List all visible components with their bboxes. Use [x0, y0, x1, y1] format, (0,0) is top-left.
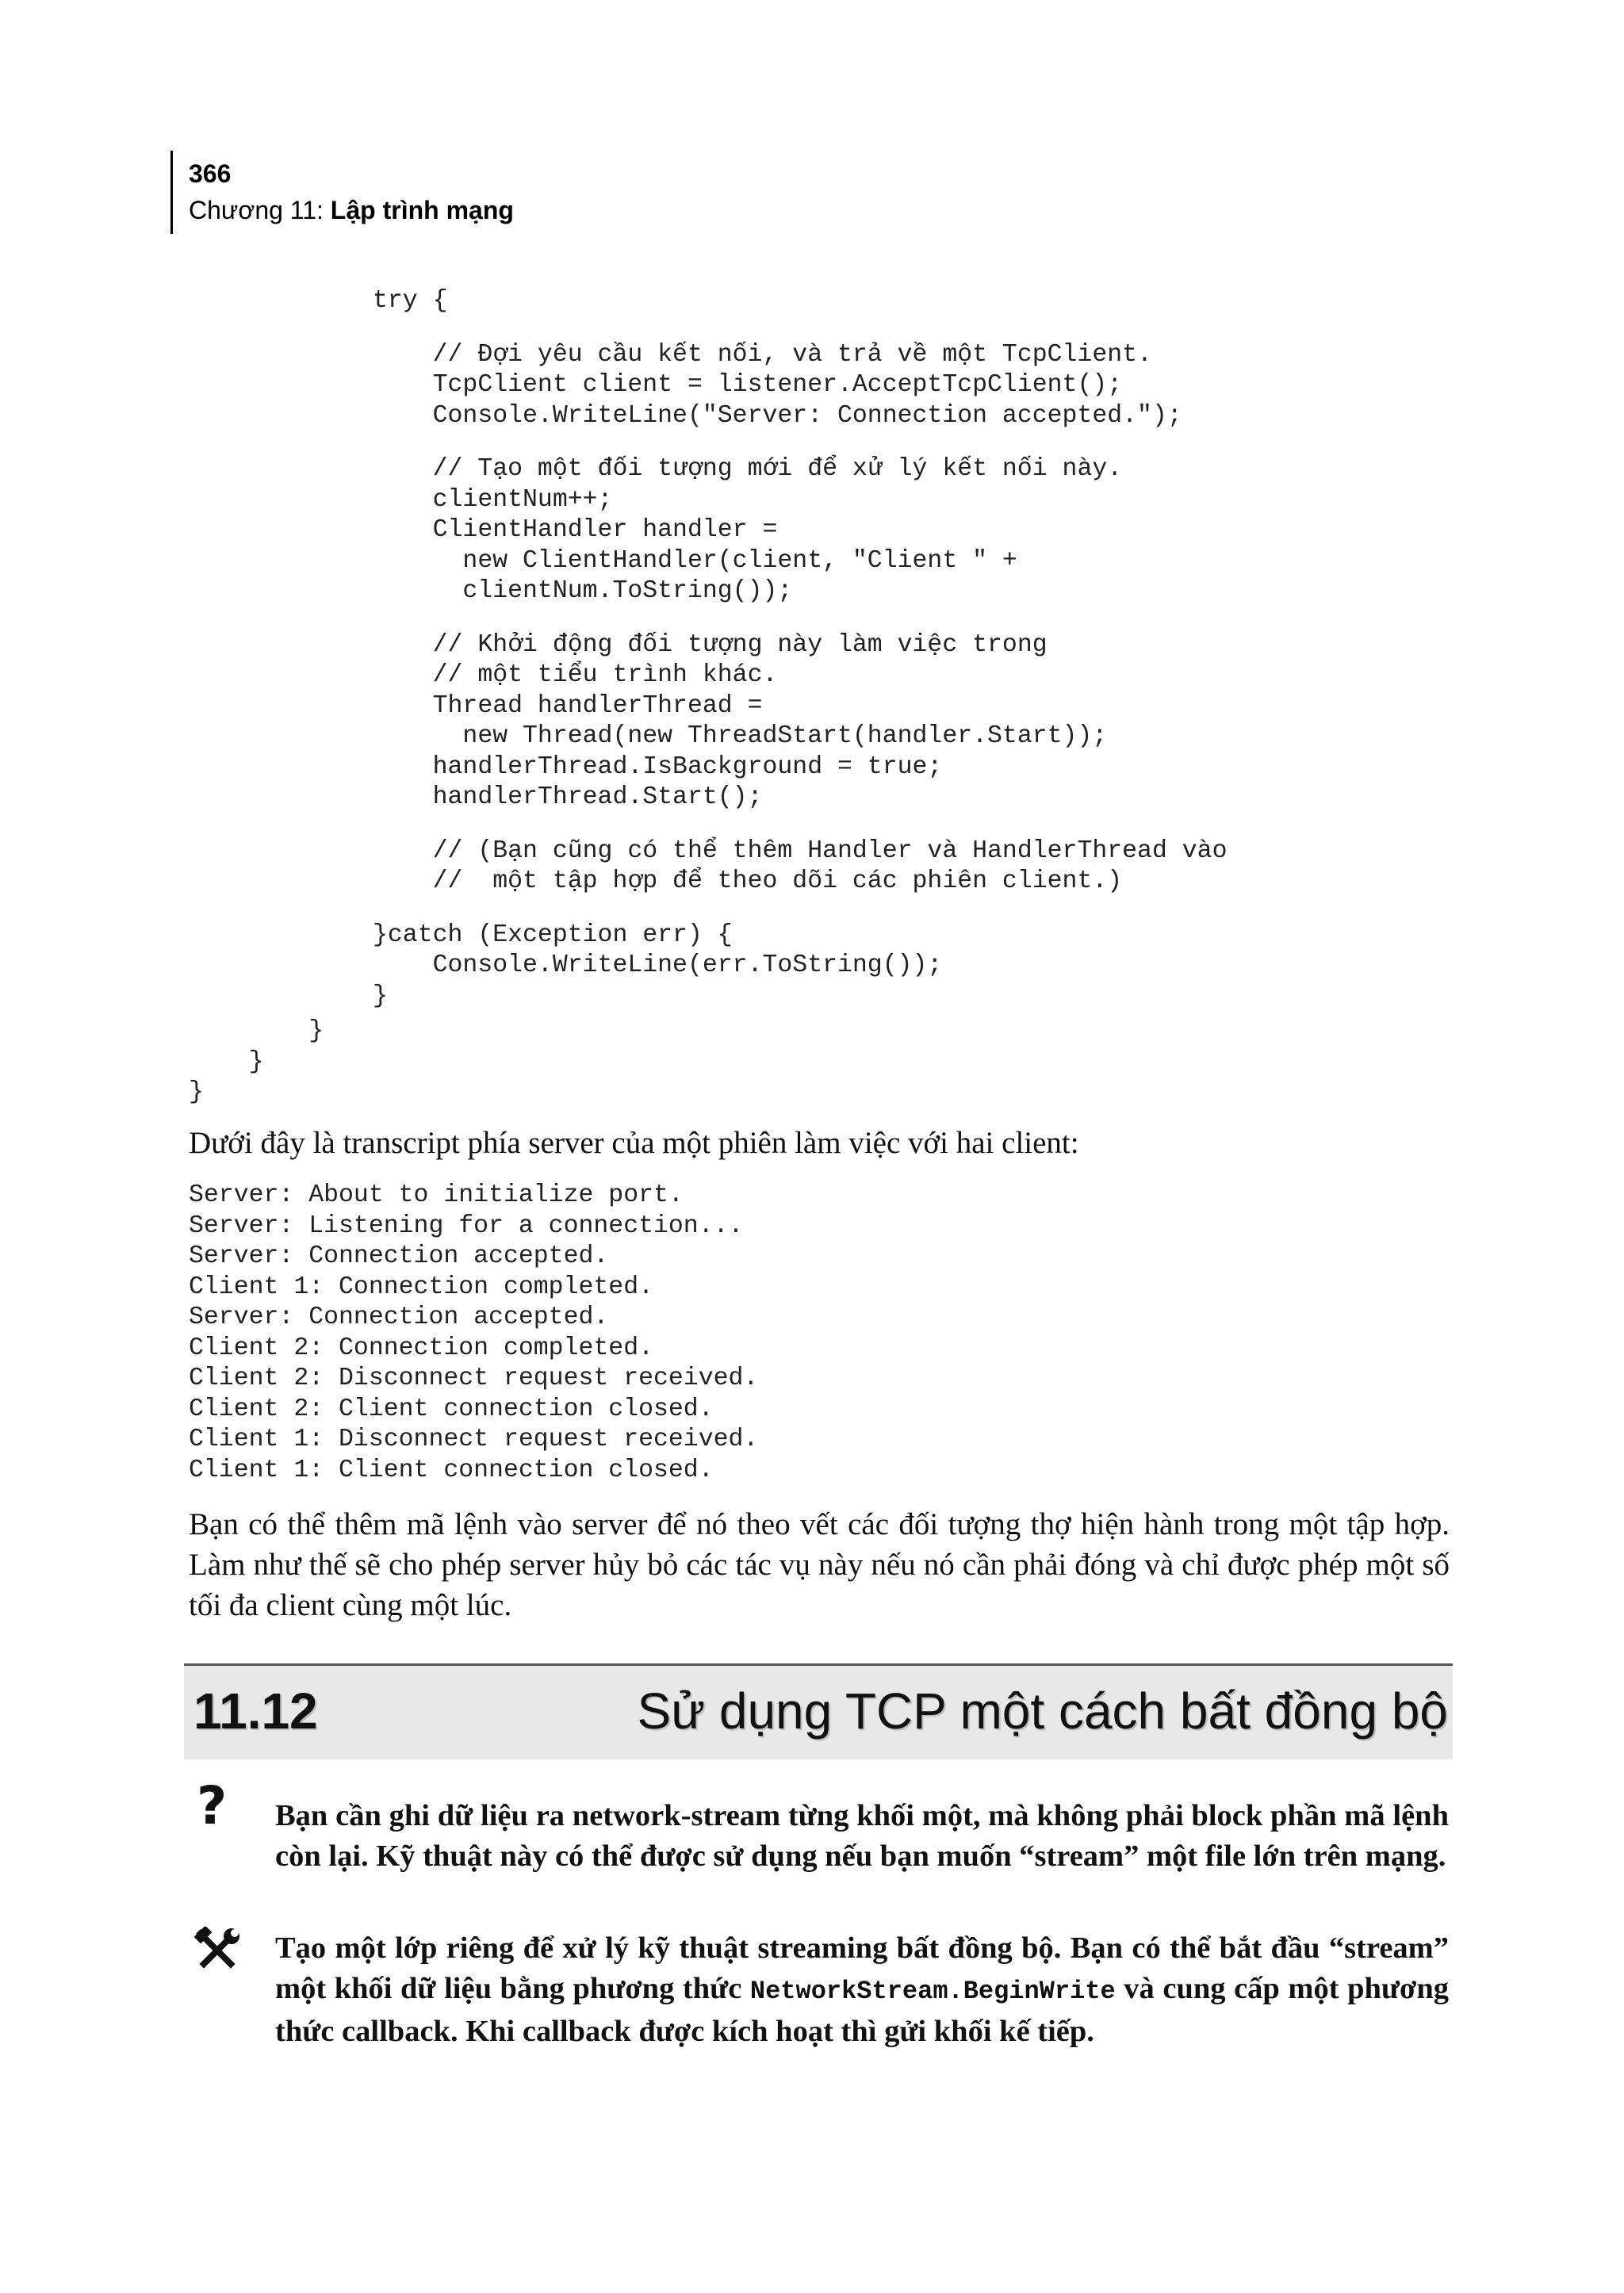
- transcript-line: Client 2: Client connection closed.: [189, 1395, 714, 1423]
- solution-text-before: Tạo một lớp riêng để xử lý kỹ thuật streaming bất đồng bộ. Bạn có thể bắt đầu “stream” một khối dữ liệu bằng phương thức: [275, 1931, 1449, 2005]
- code-line: }: [189, 1047, 264, 1076]
- code-line: clientNum.ToString());: [373, 577, 793, 605]
- chapter-prefix: Chương 11:: [189, 196, 331, 224]
- transcript-line: Client 1: Connection completed.: [189, 1273, 653, 1301]
- code-line: }catch (Exception err) {: [373, 921, 733, 949]
- transcript-line: Client 2: Connection completed.: [189, 1334, 653, 1362]
- code-line: }: [189, 1017, 324, 1045]
- code-line: // một tiểu trình khác.: [373, 661, 778, 689]
- code-line: ClientHandler handler =: [373, 516, 778, 544]
- solution-code: NetworkStream.BeginWrite: [749, 1977, 1116, 2006]
- chapter-heading: [189, 195, 514, 225]
- transcript-line: Client 1: Client connection closed.: [189, 1456, 714, 1484]
- transcript-line: Client 1: Disconnect request received.: [189, 1426, 759, 1453]
- code-line: TcpClient client = listener.AcceptTcpClient();: [373, 371, 1123, 399]
- transcript-line: Server: Listening for a connection...: [189, 1212, 744, 1240]
- code-line: clientNum++;: [373, 485, 613, 514]
- page-number: 366: [189, 159, 232, 188]
- code-line: Thread handlerThread =: [373, 691, 763, 720]
- tools-icon: [193, 1927, 241, 1974]
- code-line: // Đợi yêu cầu kết nối, và trả về một TcpClient.: [373, 340, 1152, 369]
- code-line: // (Bạn cũng có thể thêm Handler và HandlerThread vào: [373, 836, 1228, 865]
- code-gap: [373, 607, 1227, 630]
- problem-statement: Bạn cần ghi dữ liệu ra network-stream từng khối một, mà không phải block phần mã lệnh còn lại. Kỹ thuật này có thể được sử dụng nếu bạn muốn “stream” một file lớn trên mạng.: [275, 1799, 1449, 1873]
- transcript-intro: Dưới đây là transcript phía server của một phiên làm việc với hai client:: [189, 1126, 1079, 1160]
- code-line: new ClientHandler(client, "Client " +: [373, 546, 1017, 575]
- code-gap: [373, 431, 1227, 454]
- code-try-block: [373, 286, 1227, 1012]
- code-line: // Tạo một đối tượng mới để xử lý kết nối này.: [373, 455, 1123, 483]
- server-transcript: [189, 1181, 758, 1486]
- code-line: Console.WriteLine("Server: Connection accepted.");: [373, 401, 1182, 430]
- transcript-line: Server: About to initialize port.: [189, 1181, 684, 1209]
- code-line: handlerThread.Start();: [373, 783, 763, 811]
- code-line: handlerThread.IsBackground = true;: [373, 752, 943, 781]
- code-line: }: [373, 982, 388, 1010]
- question-icon: ?: [197, 1775, 228, 1836]
- code-line: // một tập hợp để theo dõi các phiên client.): [373, 867, 1123, 895]
- code-line: Console.WriteLine(err.ToString());: [373, 951, 943, 979]
- chapter-title: Lập trình mạng: [330, 196, 514, 224]
- solution-statement: [275, 1928, 1449, 2052]
- code-line: new Thread(new ThreadStart(handler.Start));: [373, 722, 1108, 750]
- transcript-line: Client 2: Disconnect request received.: [189, 1365, 759, 1392]
- transcript-line: Server: Connection accepted.: [189, 1242, 609, 1270]
- code-gap: [373, 317, 1227, 340]
- code-gap: [373, 898, 1227, 921]
- code-gap: [373, 813, 1227, 836]
- transcript-line: Server: Connection accepted.: [189, 1303, 609, 1331]
- header-rule: [170, 151, 173, 234]
- code-closing-braces: [189, 1016, 324, 1108]
- closing-paragraph: Bạn có thể thêm mã lệnh vào server để nó theo vết các đối tượng thợ hiện hành trong một tập hợp. Làm như thế sẽ cho phép server hủy bỏ các tác vụ này nếu nó cần phải đóng và chỉ được phép một số tối đa client cùng một lúc.: [189, 1507, 1450, 1622]
- section-number: 11.12: [193, 1682, 318, 1740]
- code-line: try {: [373, 287, 448, 315]
- code-line: }: [189, 1078, 204, 1106]
- code-line: // Khởi động đối tượng này làm việc trong: [373, 630, 1048, 659]
- section-title: Sử dụng TCP một cách bất đồng bộ: [637, 1682, 1448, 1740]
- solution-text-after: và cung cấp một phương thức callback. Khi callback được kích hoạt thì gửi khối kế tiếp.: [275, 1972, 1449, 2048]
